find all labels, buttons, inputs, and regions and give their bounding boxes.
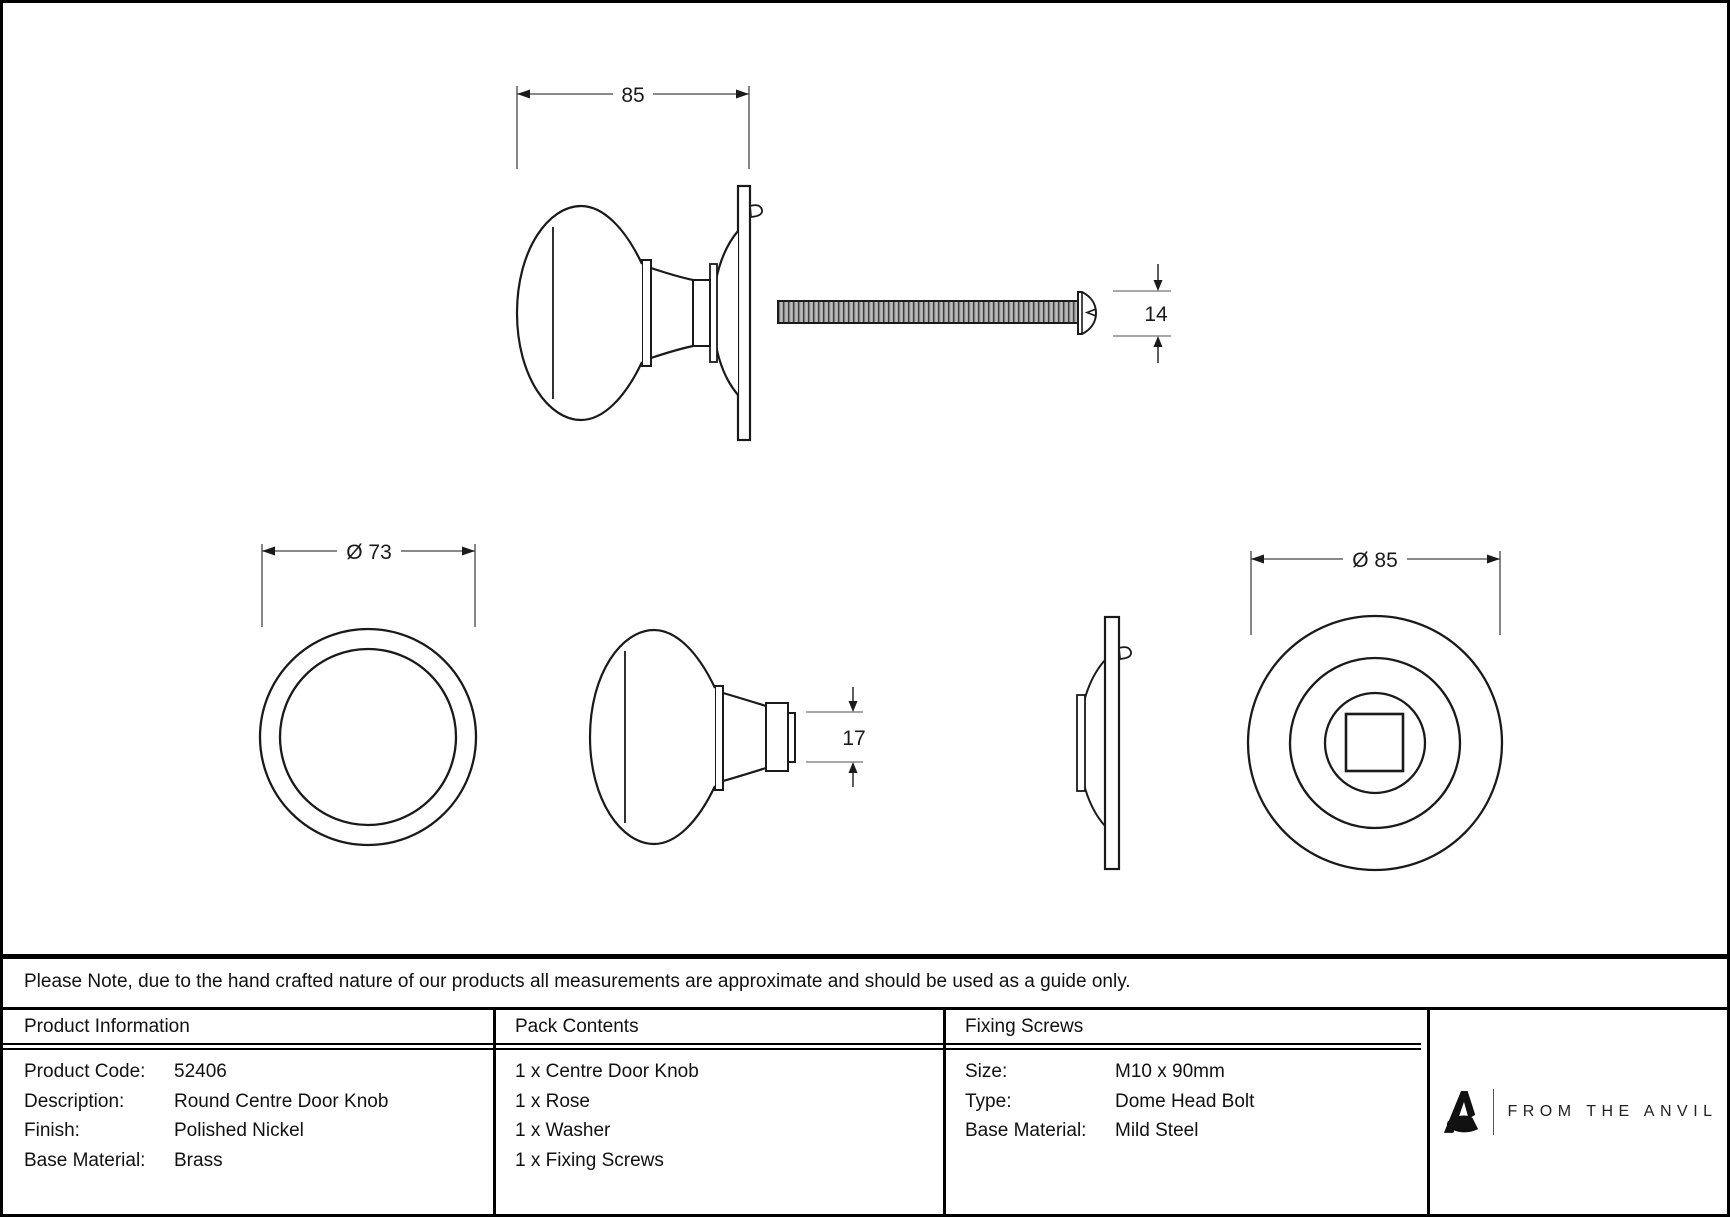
screw-size-value: M10 x 90mm <box>1115 1061 1225 1082</box>
fixing-bolt <box>778 264 1171 363</box>
screw-material-row <box>965 1119 1198 1142</box>
screw-type-label: Type: <box>965 1091 1012 1112</box>
pack-contents-header: Pack Contents <box>515 1016 639 1037</box>
screw-material-value: Mild Steel <box>1115 1120 1199 1141</box>
pack-item-1: 1 x Centre Door Knob <box>515 1061 699 1082</box>
knob-rim-inner <box>280 649 456 825</box>
brand-divider <box>1493 1089 1494 1135</box>
washer-edge <box>710 264 717 362</box>
plate-clip <box>750 205 762 217</box>
pack-item-4: 1 x Fixing Screws <box>515 1150 664 1171</box>
spindle-boss <box>693 280 710 346</box>
dimension-17 <box>806 687 866 787</box>
pack-item-2: 1 x Rose <box>515 1091 590 1112</box>
knob-boss <box>788 713 795 762</box>
view-rose-side <box>1077 617 1131 869</box>
screw-type-value: Dome Head Bolt <box>1115 1091 1255 1112</box>
knob-flange2 <box>715 686 723 790</box>
fixing-screws-header: Fixing Screws <box>965 1016 1084 1037</box>
header-double-line-1 <box>3 1043 1421 1045</box>
product-code-label: Product Code: <box>24 1061 146 1082</box>
product-information-header: Product Information <box>24 1016 190 1037</box>
product-code-row <box>24 1060 227 1083</box>
measurement-note: Please Note, due to the hand crafted nature of our products all measurements are approximate and should be used as a guide only. <box>24 971 1131 992</box>
screw-size-row <box>965 1060 1225 1083</box>
dim-14-label: 14 <box>1144 303 1168 326</box>
dim-d73-label: Ø 73 <box>346 541 392 564</box>
anvil-logo-icon <box>1442 1089 1480 1135</box>
view-knob-side-with-rose <box>517 84 762 440</box>
washer-side <box>1077 695 1085 791</box>
divider-1 <box>493 1008 496 1217</box>
dim-d85-label: Ø 85 <box>1352 549 1398 572</box>
brand-name: FROM THE ANVIL <box>1507 1103 1718 1120</box>
description-value: Round Centre Door Knob <box>174 1091 389 1112</box>
knob-flange <box>642 260 651 366</box>
view-knob-side <box>590 630 866 844</box>
knob-dome2 <box>590 630 715 844</box>
dim-85-label: 85 <box>621 84 645 107</box>
technical-drawing <box>3 3 1730 955</box>
base-material-label: Base Material: <box>24 1150 146 1171</box>
screw-type-row <box>965 1090 1254 1113</box>
rose-clip <box>1119 647 1131 659</box>
dimension-14 <box>1113 264 1171 363</box>
knob-collar <box>766 703 788 771</box>
screw-size-label: Size: <box>965 1061 1008 1082</box>
backplate <box>738 186 750 440</box>
rose-plate <box>1105 617 1119 869</box>
finish-row <box>24 1119 304 1142</box>
view-rose-front <box>1248 549 1502 870</box>
knob-dome <box>517 206 642 420</box>
spindle-square-hole <box>1346 714 1403 771</box>
brand-lockup <box>1430 1009 1730 1215</box>
finish-value: Polished Nickel <box>174 1120 304 1141</box>
bolt-shaft <box>778 301 1078 323</box>
product-code-value: 52406 <box>174 1061 227 1082</box>
knob-rim-outer <box>260 629 476 845</box>
view-knob-front <box>260 541 476 845</box>
description-row <box>24 1090 388 1113</box>
divider-2 <box>943 1008 946 1217</box>
header-double-line-2 <box>3 1048 1421 1050</box>
dim-17-label: 17 <box>842 727 866 750</box>
pack-item-3: 1 x Washer <box>515 1120 611 1141</box>
base-material-value: Brass <box>174 1150 223 1171</box>
screw-material-label: Base Material: <box>965 1120 1087 1141</box>
description-label: Description: <box>24 1091 125 1112</box>
finish-label: Finish: <box>24 1120 80 1141</box>
base-material-row <box>24 1149 223 1172</box>
